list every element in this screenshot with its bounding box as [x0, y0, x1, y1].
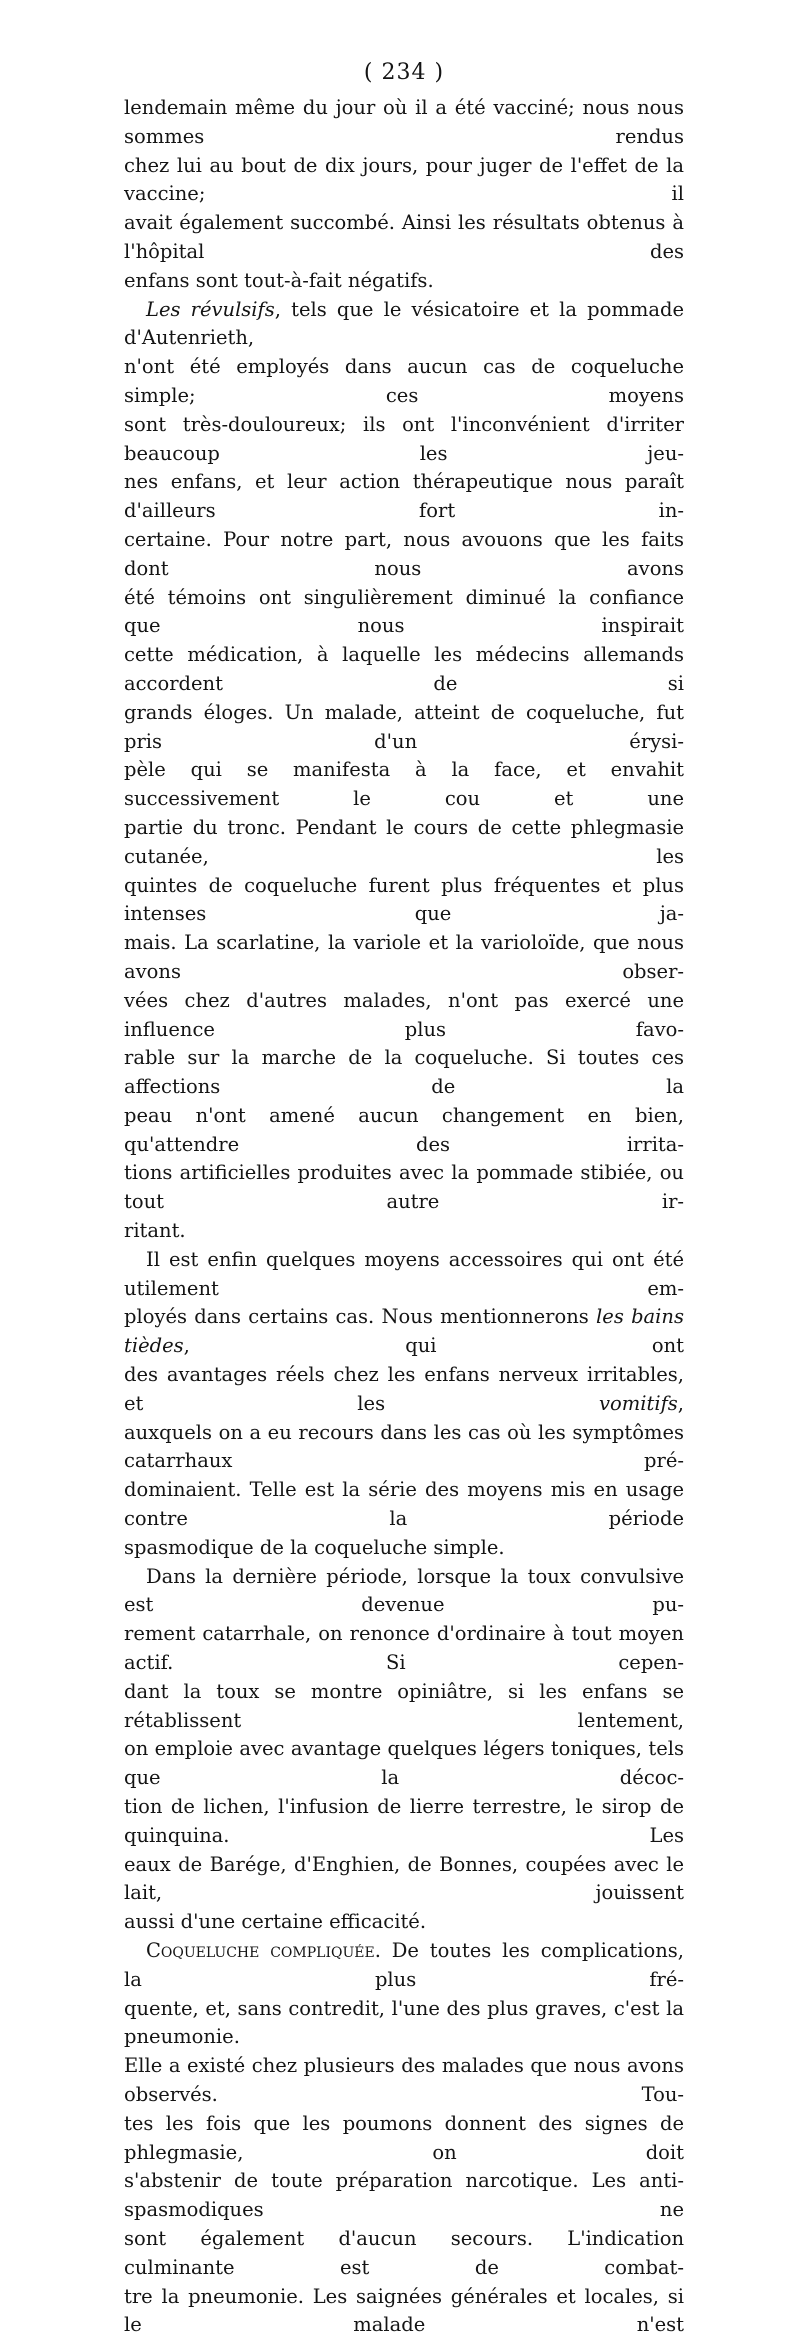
- text-line: cette médication, à laquelle les médecins allemands accordent de si: [124, 643, 684, 695]
- paragraph-4: [124, 1563, 684, 1937]
- text-line: peau n'ont amené aucun changement en bien, qu'attendre des irrita-: [124, 1103, 684, 1156]
- text-run: ployés dans certains cas. Nous mentionnerons: [124, 1305, 597, 1329]
- text-run: , tels que le vésicatoire et la pommade d'Autenrieth,: [124, 297, 684, 350]
- text-line: avait également succombé. Ainsi les résultats obtenus à l'hôpital des: [124, 211, 684, 263]
- text-line: tre la pneumonie. Les saignées générales et locales, si le malade n'est: [124, 2284, 684, 2337]
- paragraph-3: [124, 1246, 684, 1563]
- text-line: ritant.: [124, 1219, 186, 1243]
- paragraph-1: [124, 94, 684, 296]
- text-line: pèle qui se manifesta à la face, et envahit successivement le cou et une: [124, 758, 684, 811]
- text-line: rable sur la marche de la coqueluche. Si toutes ces affections de la: [124, 1046, 684, 1099]
- text-line: sont très-douloureux; ils ont l'inconvénient d'irriter beaucoup les jeu-: [124, 412, 684, 465]
- text-line: [124, 1937, 684, 1995]
- text-line: eaux de Barége, d'Enghien, de Bonnes, coupées avec le lait, jouissent: [124, 1852, 684, 1905]
- text-line: sont également d'aucun secours. L'indication culminante est de combat-: [124, 2226, 684, 2279]
- text-line: tion de lichen, l'infusion de lierre terrestre, le sirop de quinquina. Les: [124, 1795, 684, 1847]
- text-line: été témoins ont singulièrement diminué la confiance que nous inspirait: [124, 585, 684, 638]
- text-run: ,: [677, 1391, 684, 1415]
- text-line: enfans sont tout-à-fait négatifs.: [124, 268, 434, 292]
- text-line: dominaient. Telle est la série des moyens mis en usage contre la période: [124, 1478, 684, 1531]
- text-line: dant la toux se montre opiniâtre, si les enfans se rétablissent lentement,: [124, 1679, 684, 1732]
- italic-term: les bains tièdes: [124, 1305, 684, 1358]
- text-line: s'abstenir de toute préparation narcotique. Les anti-spasmodiques ne: [124, 2169, 684, 2222]
- text-run: De toutes les complications, la plus fré-: [124, 1939, 684, 1991]
- text-line: tes les fois que les poumons donnent des signes de phlegmasie, on doit: [124, 2111, 684, 2164]
- section-heading: Coqueluche compliquée.: [146, 1939, 381, 1962]
- text-line: partie du tronc. Pendant le cours de cette phlegmasie cutanée, les: [124, 815, 684, 868]
- text-line: lendemain même du jour où il a été vacciné; nous nous sommes rendus: [124, 96, 684, 148]
- italic-term: vomitifs: [599, 1391, 678, 1415]
- text-line: auxquels on a eu recours dans les cas où les symptômes catarrhaux pré-: [124, 1420, 684, 1473]
- text-line: quintes de coqueluche furent plus fréquentes et plus intenses que ja-: [124, 873, 684, 926]
- italic-term: Les révulsifs: [146, 297, 275, 321]
- text-run: des avantages réels chez les enfans nerveux irritables, et les: [124, 1363, 684, 1415]
- text-line: vées chez d'autres malades, n'ont pas exercé une influence plus favo-: [124, 988, 684, 1041]
- text-line: n'ont été employés dans aucun cas de coqueluche simple; ces moyens: [124, 355, 684, 407]
- text-line: [124, 296, 684, 354]
- paragraph-5: [124, 1937, 684, 2340]
- text-line: Elle a existé chez plusieurs des malades que nous avons observés. Tou-: [124, 2054, 684, 2106]
- text-run: , qui ont: [183, 1334, 684, 1358]
- text-line: rement catarrhale, on renonce d'ordinaire à tout moyen actif. Si cepen-: [124, 1622, 684, 1675]
- text-line: aussi d'une certaine efficacité.: [124, 1910, 427, 1934]
- text-line: Il est enfin quelques moyens accessoires qui ont été utilement em-: [124, 1247, 684, 1300]
- text-line: [124, 1361, 684, 1419]
- text-line: tions artificielles produites avec la pommade stibiée, ou tout autre ir-: [124, 1161, 684, 1214]
- text-line: Dans la dernière période, lorsque la toux convulsive est devenue pu-: [124, 1564, 684, 1617]
- text-line: certaine. Pour notre part, nous avouons que les faits dont nous avons: [124, 527, 684, 580]
- paragraph-2: [124, 296, 684, 1246]
- page-number: ( 234 ): [363, 60, 445, 85]
- text-line: nes enfans, et leur action thérapeutique nous paraît d'ailleurs fort in-: [124, 470, 684, 523]
- text-line: [124, 1303, 684, 1361]
- text-line: spasmodique de la coqueluche simple.: [124, 1535, 505, 1559]
- text-line: grands éloges. Un malade, atteint de coqueluche, fut pris d'un érysi-: [124, 700, 684, 753]
- text-line: quente, et, sans contredit, l'une des plus graves, c'est la pneumonie.: [124, 1996, 684, 2049]
- text-line: on emploie avec avantage quelques légers toniques, tels que la décoc-: [124, 1737, 684, 1790]
- text-line: mais. La scarlatine, la variole et la varioloïde, que nous avons obser-: [124, 931, 684, 983]
- text-line: chez lui au bout de dix jours, pour juger de l'effet de la vaccine; il: [124, 153, 684, 206]
